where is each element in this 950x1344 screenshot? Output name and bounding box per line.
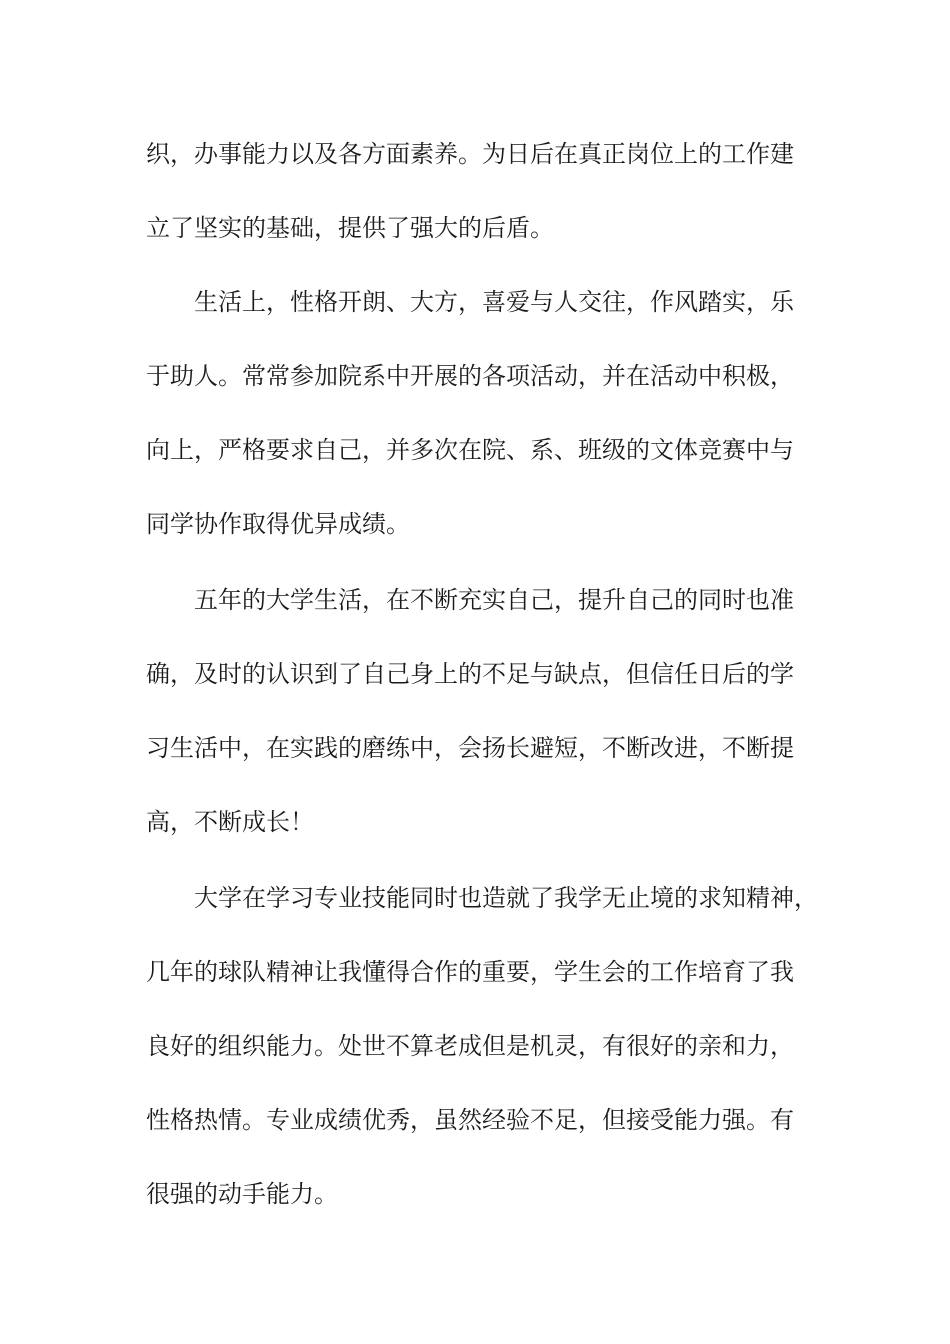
paragraph-3-line-3: 习生活中，在实践的磨练中，会扬长避短，不断改进，不断提 xyxy=(146,734,794,762)
paragraph-1-line-2: 立了坚实的基础，提供了强大的后盾。 xyxy=(146,214,554,242)
paragraph-3-line-4: 高，不断成长！ xyxy=(146,808,314,836)
paragraph-2-line-3: 向上，严格要求自己，并多次在院、系、班级的文体竞赛中与 xyxy=(146,436,794,464)
paragraph-1-line-1: 织，办事能力以及各方面素养。为日后在真正岗位上的工作建 xyxy=(146,140,794,168)
paragraph-4-line-4: 性格热情。专业成绩优秀，虽然经验不足，但接受能力强。有 xyxy=(146,1106,794,1134)
paragraph-2-line-4: 同学协作取得优异成绩。 xyxy=(146,510,410,538)
paragraph-2-line-1: 生活上，性格开朗、大方，喜爱与人交往，作风踏实，乐 xyxy=(194,288,794,316)
paragraph-4-line-3: 良好的组织能力。处世不算老成但是机灵，有很好的亲和力， xyxy=(146,1032,794,1060)
paragraph-3-line-2: 确，及时的认识到了自己身上的不足与缺点，但信任日后的学 xyxy=(146,660,794,688)
paragraph-2-line-2: 于助人。常常参加院系中开展的各项活动，并在活动中积极， xyxy=(146,362,794,390)
paragraph-4-line-1: 大学在学习专业技能同时也造就了我学无止境的求知精神， xyxy=(194,884,818,912)
paragraph-4-line-2: 几年的球队精神让我懂得合作的重要，学生会的工作培育了我 xyxy=(146,958,794,986)
paragraph-4-line-5: 很强的动手能力。 xyxy=(146,1180,338,1208)
paragraph-3-line-1: 五年的大学生活，在不断充实自己，提升自己的同时也准 xyxy=(194,586,794,614)
